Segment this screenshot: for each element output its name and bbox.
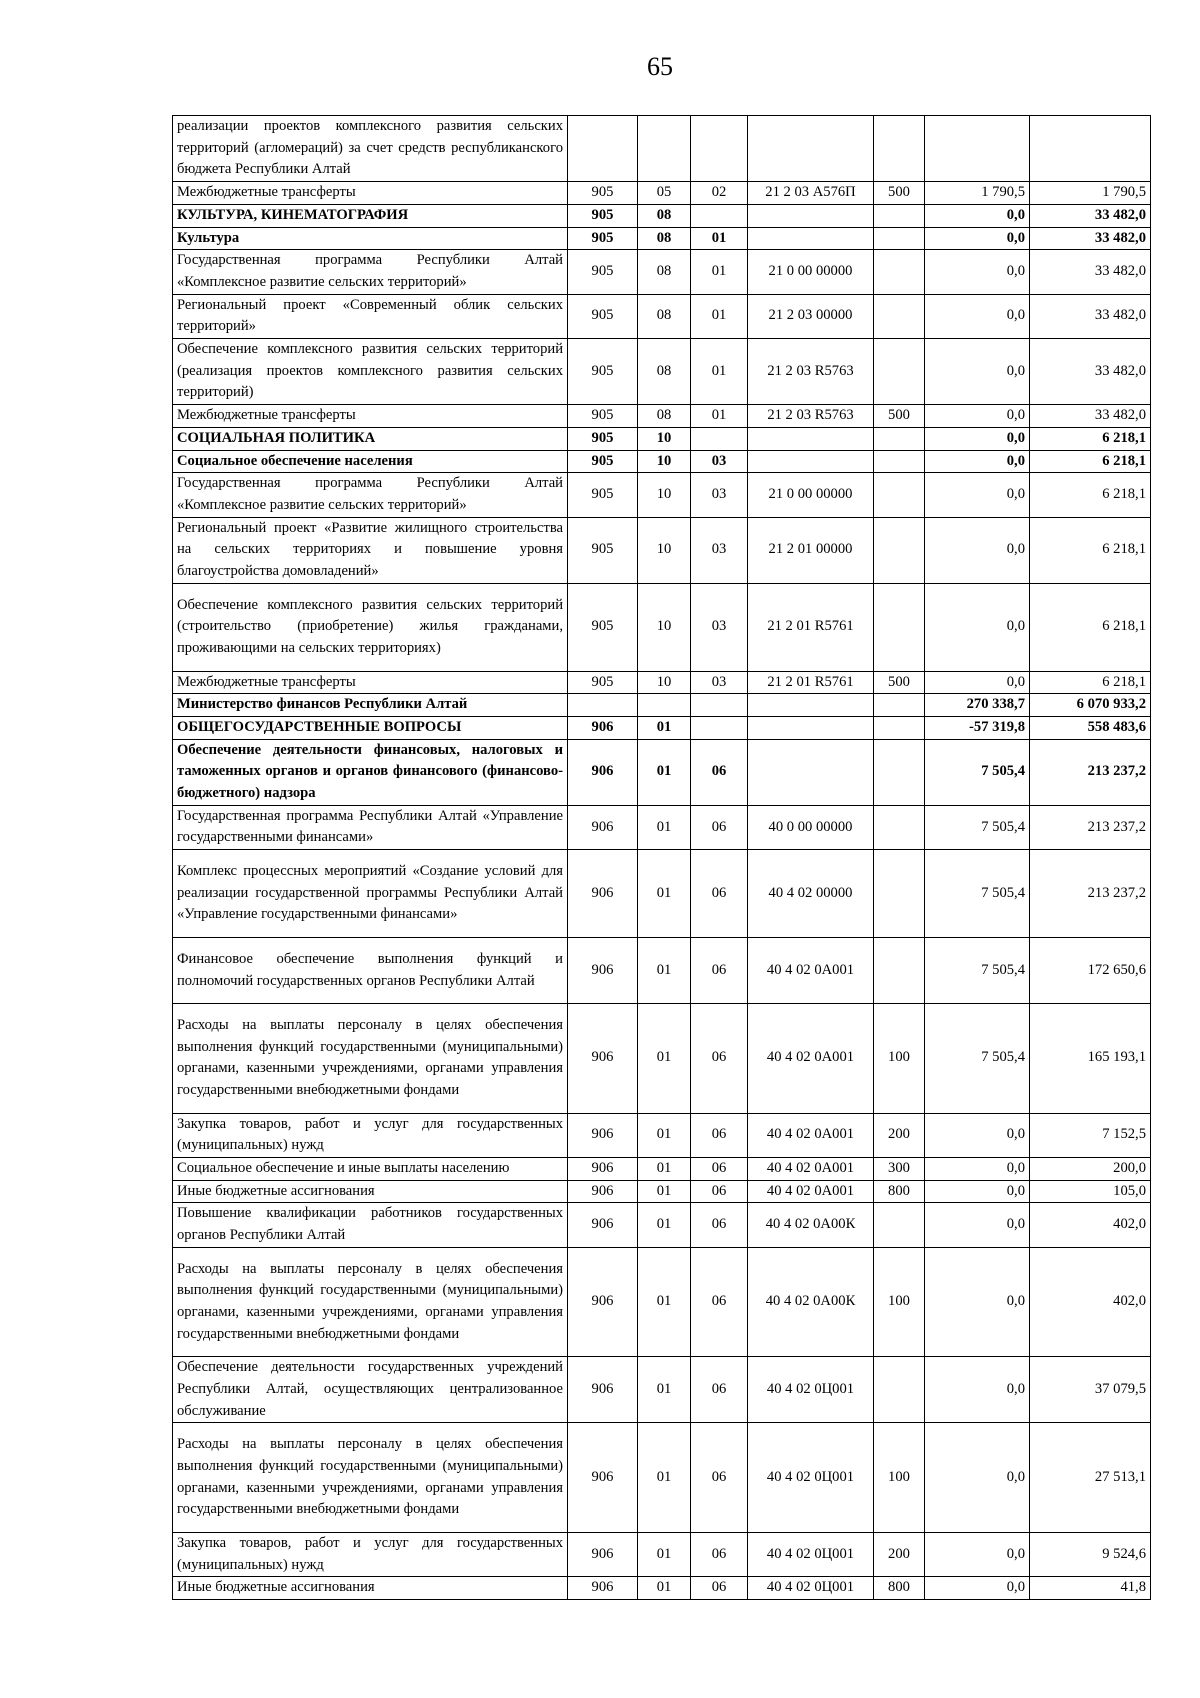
- section-code-cell: 08: [638, 204, 691, 227]
- subsection-code-cell: 01: [691, 250, 748, 294]
- target-article-cell: 21 0 00 00000: [748, 473, 874, 517]
- subsection-code-cell: 02: [691, 182, 748, 205]
- subsection-code-cell: 06: [691, 805, 748, 849]
- row-name-cell: реализации проектов комплексного развития сельских территорий (агломераций) за счет средств республиканского бюджета Республики Алтай: [173, 116, 568, 182]
- expense-type-cell: [874, 1203, 925, 1247]
- expense-type-cell: [874, 339, 925, 405]
- expense-type-cell: 800: [874, 1577, 925, 1600]
- target-article-cell: [748, 227, 874, 250]
- section-code-cell: 10: [638, 427, 691, 450]
- table-row: [173, 450, 1151, 473]
- amount-total-cell: 402,0: [1030, 1203, 1151, 1247]
- table-row: [173, 1113, 1151, 1157]
- table-row: [173, 739, 1151, 805]
- amount-change-cell: 0,0: [925, 339, 1030, 405]
- subsection-code-cell: 01: [691, 339, 748, 405]
- ministry-code-cell: 906: [568, 937, 638, 1003]
- subsection-code-cell: 06: [691, 1247, 748, 1357]
- expense-type-cell: 500: [874, 405, 925, 428]
- row-name-cell: КУЛЬТУРА, КИНЕМАТОГРАФИЯ: [173, 204, 568, 227]
- table-row: [173, 1532, 1151, 1576]
- ministry-code-cell: 905: [568, 671, 638, 694]
- row-name-cell: Государственная программа Республики Алтай «Управление государственными финансами»: [173, 805, 568, 849]
- table-row: [173, 1577, 1151, 1600]
- ministry-code-cell: 906: [568, 1577, 638, 1600]
- ministry-code-cell: 905: [568, 450, 638, 473]
- section-code-cell: 10: [638, 517, 691, 583]
- target-article-cell: 21 2 03 00000: [748, 294, 874, 338]
- target-article-cell: 40 4 02 0Ц001: [748, 1357, 874, 1423]
- amount-change-cell: 0,0: [925, 1532, 1030, 1576]
- row-name-cell: Региональный проект «Современный облик сельских территорий»: [173, 294, 568, 338]
- amount-change-cell: 0,0: [925, 405, 1030, 428]
- table-row: [173, 1180, 1151, 1203]
- amount-total-cell: 6 218,1: [1030, 473, 1151, 517]
- amount-total-cell: 9 524,6: [1030, 1532, 1151, 1576]
- amount-total-cell: 33 482,0: [1030, 227, 1151, 250]
- table-row: [173, 694, 1151, 717]
- table-row: [173, 716, 1151, 739]
- amount-change-cell: 270 338,7: [925, 694, 1030, 717]
- section-code-cell: 01: [638, 1004, 691, 1114]
- target-article-cell: 40 4 02 0А00К: [748, 1247, 874, 1357]
- amount-total-cell: 213 237,2: [1030, 850, 1151, 938]
- amount-total-cell: 33 482,0: [1030, 294, 1151, 338]
- row-name-cell: Региональный проект «Развитие жилищного строительства на сельских территориях и повышение уровня благоустройства домовладений»: [173, 517, 568, 583]
- expense-type-cell: [874, 204, 925, 227]
- target-article-cell: 40 4 02 0Ц001: [748, 1532, 874, 1576]
- target-article-cell: [748, 450, 874, 473]
- ministry-code-cell: [568, 694, 638, 717]
- subsection-code-cell: 03: [691, 473, 748, 517]
- target-article-cell: [748, 739, 874, 805]
- budget-table: [172, 115, 1151, 1600]
- amount-total-cell: 1 790,5: [1030, 182, 1151, 205]
- table-row: [173, 227, 1151, 250]
- amount-change-cell: [925, 116, 1030, 182]
- subsection-code-cell: 06: [691, 1577, 748, 1600]
- amount-change-cell: 0,0: [925, 1423, 1030, 1533]
- row-name-cell: Расходы на выплаты персоналу в целях обеспечения выполнения функций государственными (муниципальными) органами, казенными учреждениями, органами управления государственными внебюджетными фондами: [173, 1423, 568, 1533]
- row-name-cell: Комплекс процессных мероприятий «Создание условий для реализации государственной программы Республики Алтай «Управление государственными финансами»: [173, 850, 568, 938]
- expense-type-cell: 500: [874, 671, 925, 694]
- subsection-code-cell: [691, 116, 748, 182]
- amount-total-cell: 6 218,1: [1030, 583, 1151, 671]
- ministry-code-cell: 905: [568, 517, 638, 583]
- subsection-code-cell: 03: [691, 450, 748, 473]
- section-code-cell: 08: [638, 405, 691, 428]
- subsection-code-cell: [691, 716, 748, 739]
- subsection-code-cell: 03: [691, 583, 748, 671]
- expense-type-cell: [874, 427, 925, 450]
- amount-total-cell: 172 650,6: [1030, 937, 1151, 1003]
- table-row: [173, 517, 1151, 583]
- subsection-code-cell: 06: [691, 739, 748, 805]
- row-name-cell: Расходы на выплаты персоналу в целях обеспечения выполнения функций государственными (муниципальными) органами, казенными учреждениями, органами управления государственными внебюджетными фондами: [173, 1247, 568, 1357]
- row-name-cell: Обеспечение деятельности государственных учреждений Республики Алтай, осуществляющих централизованное обслуживание: [173, 1357, 568, 1423]
- table-row: [173, 405, 1151, 428]
- amount-change-cell: 0,0: [925, 517, 1030, 583]
- section-code-cell: 01: [638, 1113, 691, 1157]
- section-code-cell: [638, 694, 691, 717]
- target-article-cell: 40 4 02 0Ц001: [748, 1577, 874, 1600]
- table-row: [173, 1203, 1151, 1247]
- expense-type-cell: [874, 1357, 925, 1423]
- amount-change-cell: 0,0: [925, 1577, 1030, 1600]
- subsection-code-cell: 06: [691, 1423, 748, 1533]
- section-code-cell: 01: [638, 739, 691, 805]
- table-row: [173, 1004, 1151, 1114]
- row-name-cell: Социальное обеспечение и иные выплаты населению: [173, 1157, 568, 1180]
- target-article-cell: 40 4 02 00000: [748, 850, 874, 938]
- amount-change-cell: 0,0: [925, 1357, 1030, 1423]
- ministry-code-cell: 905: [568, 227, 638, 250]
- subsection-code-cell: 01: [691, 227, 748, 250]
- subsection-code-cell: 06: [691, 1004, 748, 1114]
- subsection-code-cell: 06: [691, 850, 748, 938]
- ministry-code-cell: 906: [568, 716, 638, 739]
- expense-type-cell: [874, 850, 925, 938]
- subsection-code-cell: [691, 204, 748, 227]
- subsection-code-cell: 06: [691, 1532, 748, 1576]
- target-article-cell: 21 2 01 00000: [748, 517, 874, 583]
- amount-total-cell: [1030, 116, 1151, 182]
- subsection-code-cell: 06: [691, 1157, 748, 1180]
- table-row: [173, 583, 1151, 671]
- section-code-cell: 01: [638, 1180, 691, 1203]
- target-article-cell: 40 4 02 0А001: [748, 937, 874, 1003]
- ministry-code-cell: 905: [568, 405, 638, 428]
- table-row: [173, 294, 1151, 338]
- target-article-cell: 40 0 00 00000: [748, 805, 874, 849]
- table-row: [173, 250, 1151, 294]
- ministry-code-cell: 905: [568, 250, 638, 294]
- amount-change-cell: -57 319,8: [925, 716, 1030, 739]
- section-code-cell: 01: [638, 1203, 691, 1247]
- section-code-cell: [638, 116, 691, 182]
- amount-total-cell: 558 483,6: [1030, 716, 1151, 739]
- table-row: [173, 473, 1151, 517]
- row-name-cell: Межбюджетные трансферты: [173, 671, 568, 694]
- amount-total-cell: 6 070 933,2: [1030, 694, 1151, 717]
- amount-total-cell: 33 482,0: [1030, 204, 1151, 227]
- expense-type-cell: [874, 739, 925, 805]
- section-code-cell: 01: [638, 1157, 691, 1180]
- row-name-cell: Обеспечение деятельности финансовых, налоговых и таможенных органов и органов финансового (финансово-бюджетного) надзора: [173, 739, 568, 805]
- amount-change-cell: 0,0: [925, 294, 1030, 338]
- expense-type-cell: [874, 716, 925, 739]
- row-name-cell: СОЦИАЛЬНАЯ ПОЛИТИКА: [173, 427, 568, 450]
- subsection-code-cell: 03: [691, 517, 748, 583]
- target-article-cell: 21 0 00 00000: [748, 250, 874, 294]
- ministry-code-cell: 905: [568, 473, 638, 517]
- page-number: 65: [647, 52, 673, 81]
- row-name-cell: Социальное обеспечение населения: [173, 450, 568, 473]
- subsection-code-cell: 06: [691, 1113, 748, 1157]
- section-code-cell: 01: [638, 716, 691, 739]
- target-article-cell: 21 2 03 R5763: [748, 405, 874, 428]
- target-article-cell: 40 4 02 0А001: [748, 1157, 874, 1180]
- amount-change-cell: 7 505,4: [925, 937, 1030, 1003]
- ministry-code-cell: 905: [568, 427, 638, 450]
- amount-total-cell: 6 218,1: [1030, 427, 1151, 450]
- expense-type-cell: [874, 473, 925, 517]
- row-name-cell: Финансовое обеспечение выполнения функций и полномочий государственных органов Республики Алтай: [173, 937, 568, 1003]
- amount-total-cell: 6 218,1: [1030, 671, 1151, 694]
- section-code-cell: 01: [638, 1247, 691, 1357]
- table-row: [173, 339, 1151, 405]
- section-code-cell: 08: [638, 339, 691, 405]
- expense-type-cell: 100: [874, 1004, 925, 1114]
- subsection-code-cell: 06: [691, 1180, 748, 1203]
- expense-type-cell: 100: [874, 1247, 925, 1357]
- expense-type-cell: 800: [874, 1180, 925, 1203]
- amount-total-cell: 200,0: [1030, 1157, 1151, 1180]
- row-name-cell: Государственная программа Республики Алтай «Комплексное развитие сельских территорий»: [173, 250, 568, 294]
- row-name-cell: ОБЩЕГОСУДАРСТВЕННЫЕ ВОПРОСЫ: [173, 716, 568, 739]
- section-code-cell: 01: [638, 1357, 691, 1423]
- ministry-code-cell: 905: [568, 204, 638, 227]
- ministry-code-cell: 905: [568, 182, 638, 205]
- ministry-code-cell: 906: [568, 1113, 638, 1157]
- target-article-cell: 21 2 01 R5761: [748, 583, 874, 671]
- amount-change-cell: 0,0: [925, 204, 1030, 227]
- ministry-code-cell: 906: [568, 739, 638, 805]
- section-code-cell: 10: [638, 473, 691, 517]
- amount-change-cell: 7 505,4: [925, 805, 1030, 849]
- amount-change-cell: 0,0: [925, 227, 1030, 250]
- ministry-code-cell: 906: [568, 1357, 638, 1423]
- table-row: [173, 1423, 1151, 1533]
- row-name-cell: Иные бюджетные ассигнования: [173, 1577, 568, 1600]
- expense-type-cell: 200: [874, 1113, 925, 1157]
- amount-change-cell: 1 790,5: [925, 182, 1030, 205]
- ministry-code-cell: 905: [568, 583, 638, 671]
- amount-total-cell: 33 482,0: [1030, 339, 1151, 405]
- amount-change-cell: 7 505,4: [925, 739, 1030, 805]
- ministry-code-cell: 906: [568, 1423, 638, 1533]
- target-article-cell: [748, 716, 874, 739]
- table-row: [173, 805, 1151, 849]
- row-name-cell: Межбюджетные трансферты: [173, 182, 568, 205]
- table-row: [173, 671, 1151, 694]
- ministry-code-cell: 906: [568, 1532, 638, 1576]
- amount-total-cell: 6 218,1: [1030, 450, 1151, 473]
- expense-type-cell: [874, 450, 925, 473]
- ministry-code-cell: 906: [568, 850, 638, 938]
- expense-type-cell: 500: [874, 182, 925, 205]
- target-article-cell: [748, 204, 874, 227]
- subsection-code-cell: [691, 427, 748, 450]
- row-name-cell: Обеспечение комплексного развития сельских территорий (реализация проектов комплексного развития сельских территорий): [173, 339, 568, 405]
- subsection-code-cell: 06: [691, 937, 748, 1003]
- expense-type-cell: [874, 517, 925, 583]
- ministry-code-cell: 906: [568, 1157, 638, 1180]
- ministry-code-cell: 906: [568, 805, 638, 849]
- target-article-cell: 21 2 03 R5763: [748, 339, 874, 405]
- expense-type-cell: [874, 294, 925, 338]
- amount-total-cell: 213 237,2: [1030, 739, 1151, 805]
- amount-total-cell: 41,8: [1030, 1577, 1151, 1600]
- section-code-cell: 01: [638, 1532, 691, 1576]
- amount-total-cell: 7 152,5: [1030, 1113, 1151, 1157]
- amount-change-cell: 0,0: [925, 1113, 1030, 1157]
- expense-type-cell: [874, 583, 925, 671]
- row-name-cell: Государственная программа Республики Алтай «Комплексное развитие сельских территорий»: [173, 473, 568, 517]
- amount-change-cell: 0,0: [925, 1247, 1030, 1357]
- amount-total-cell: 37 079,5: [1030, 1357, 1151, 1423]
- row-name-cell: Культура: [173, 227, 568, 250]
- row-name-cell: Закупка товаров, работ и услуг для государственных (муниципальных) нужд: [173, 1532, 568, 1576]
- ministry-code-cell: [568, 116, 638, 182]
- ministry-code-cell: 906: [568, 1203, 638, 1247]
- amount-change-cell: 7 505,4: [925, 1004, 1030, 1114]
- subsection-code-cell: 01: [691, 405, 748, 428]
- expense-type-cell: [874, 227, 925, 250]
- expense-type-cell: [874, 937, 925, 1003]
- expense-type-cell: 200: [874, 1532, 925, 1576]
- target-article-cell: 40 4 02 0А001: [748, 1180, 874, 1203]
- amount-total-cell: 402,0: [1030, 1247, 1151, 1357]
- table-row: [173, 116, 1151, 182]
- target-article-cell: [748, 427, 874, 450]
- section-code-cell: 08: [638, 250, 691, 294]
- row-name-cell: Закупка товаров, работ и услуг для государственных (муниципальных) нужд: [173, 1113, 568, 1157]
- table-row: [173, 1157, 1151, 1180]
- target-article-cell: 40 4 02 0А001: [748, 1113, 874, 1157]
- target-article-cell: [748, 116, 874, 182]
- row-name-cell: Министерство финансов Республики Алтай: [173, 694, 568, 717]
- section-code-cell: 10: [638, 583, 691, 671]
- amount-change-cell: 0,0: [925, 1157, 1030, 1180]
- amount-change-cell: 0,0: [925, 473, 1030, 517]
- target-article-cell: 21 2 03 А576П: [748, 182, 874, 205]
- expense-type-cell: [874, 694, 925, 717]
- ministry-code-cell: 905: [568, 294, 638, 338]
- row-name-cell: Иные бюджетные ассигнования: [173, 1180, 568, 1203]
- table-row: [173, 937, 1151, 1003]
- amount-total-cell: 165 193,1: [1030, 1004, 1151, 1114]
- target-article-cell: [748, 694, 874, 717]
- amount-total-cell: 213 237,2: [1030, 805, 1151, 849]
- row-name-cell: Межбюджетные трансферты: [173, 405, 568, 428]
- subsection-code-cell: 06: [691, 1203, 748, 1247]
- ministry-code-cell: 906: [568, 1247, 638, 1357]
- amount-change-cell: 0,0: [925, 671, 1030, 694]
- amount-change-cell: 0,0: [925, 250, 1030, 294]
- amount-total-cell: 33 482,0: [1030, 405, 1151, 428]
- ministry-code-cell: 906: [568, 1180, 638, 1203]
- section-code-cell: 10: [638, 671, 691, 694]
- row-name-cell: Обеспечение комплексного развития сельских территорий (строительство (приобретение) жилья гражданами, проживающими на сельских территориях): [173, 583, 568, 671]
- subsection-code-cell: 03: [691, 671, 748, 694]
- table-row: [173, 204, 1151, 227]
- amount-change-cell: 7 505,4: [925, 850, 1030, 938]
- ministry-code-cell: 906: [568, 1004, 638, 1114]
- amount-change-cell: 0,0: [925, 583, 1030, 671]
- amount-change-cell: 0,0: [925, 1180, 1030, 1203]
- amount-total-cell: 27 513,1: [1030, 1423, 1151, 1533]
- target-article-cell: 21 2 01 R5761: [748, 671, 874, 694]
- section-code-cell: 01: [638, 1577, 691, 1600]
- section-code-cell: 01: [638, 1423, 691, 1533]
- section-code-cell: 10: [638, 450, 691, 473]
- section-code-cell: 01: [638, 805, 691, 849]
- table-row: [173, 850, 1151, 938]
- target-article-cell: 40 4 02 0А00К: [748, 1203, 874, 1247]
- section-code-cell: 08: [638, 294, 691, 338]
- section-code-cell: 08: [638, 227, 691, 250]
- ministry-code-cell: 905: [568, 339, 638, 405]
- expense-type-cell: 100: [874, 1423, 925, 1533]
- table-row: [173, 1357, 1151, 1423]
- table-row: [173, 1247, 1151, 1357]
- target-article-cell: 40 4 02 0Ц001: [748, 1423, 874, 1533]
- section-code-cell: 01: [638, 937, 691, 1003]
- amount-total-cell: 105,0: [1030, 1180, 1151, 1203]
- amount-change-cell: 0,0: [925, 427, 1030, 450]
- expense-type-cell: 300: [874, 1157, 925, 1180]
- row-name-cell: Расходы на выплаты персоналу в целях обеспечения выполнения функций государственными (муниципальными) органами, казенными учреждениями, органами управления государственными внебюджетными фондами: [173, 1004, 568, 1114]
- expense-type-cell: [874, 250, 925, 294]
- expense-type-cell: [874, 116, 925, 182]
- subsection-code-cell: 01: [691, 294, 748, 338]
- amount-total-cell: 6 218,1: [1030, 517, 1151, 583]
- amount-change-cell: 0,0: [925, 450, 1030, 473]
- amount-change-cell: 0,0: [925, 1203, 1030, 1247]
- expense-type-cell: [874, 805, 925, 849]
- amount-total-cell: 33 482,0: [1030, 250, 1151, 294]
- section-code-cell: 05: [638, 182, 691, 205]
- section-code-cell: 01: [638, 850, 691, 938]
- table-row: [173, 427, 1151, 450]
- target-article-cell: 40 4 02 0А001: [748, 1004, 874, 1114]
- row-name-cell: Повышение квалификации работников государственных органов Республики Алтай: [173, 1203, 568, 1247]
- subsection-code-cell: [691, 694, 748, 717]
- budget-table-body: [173, 116, 1151, 1600]
- subsection-code-cell: 06: [691, 1357, 748, 1423]
- table-row: [173, 182, 1151, 205]
